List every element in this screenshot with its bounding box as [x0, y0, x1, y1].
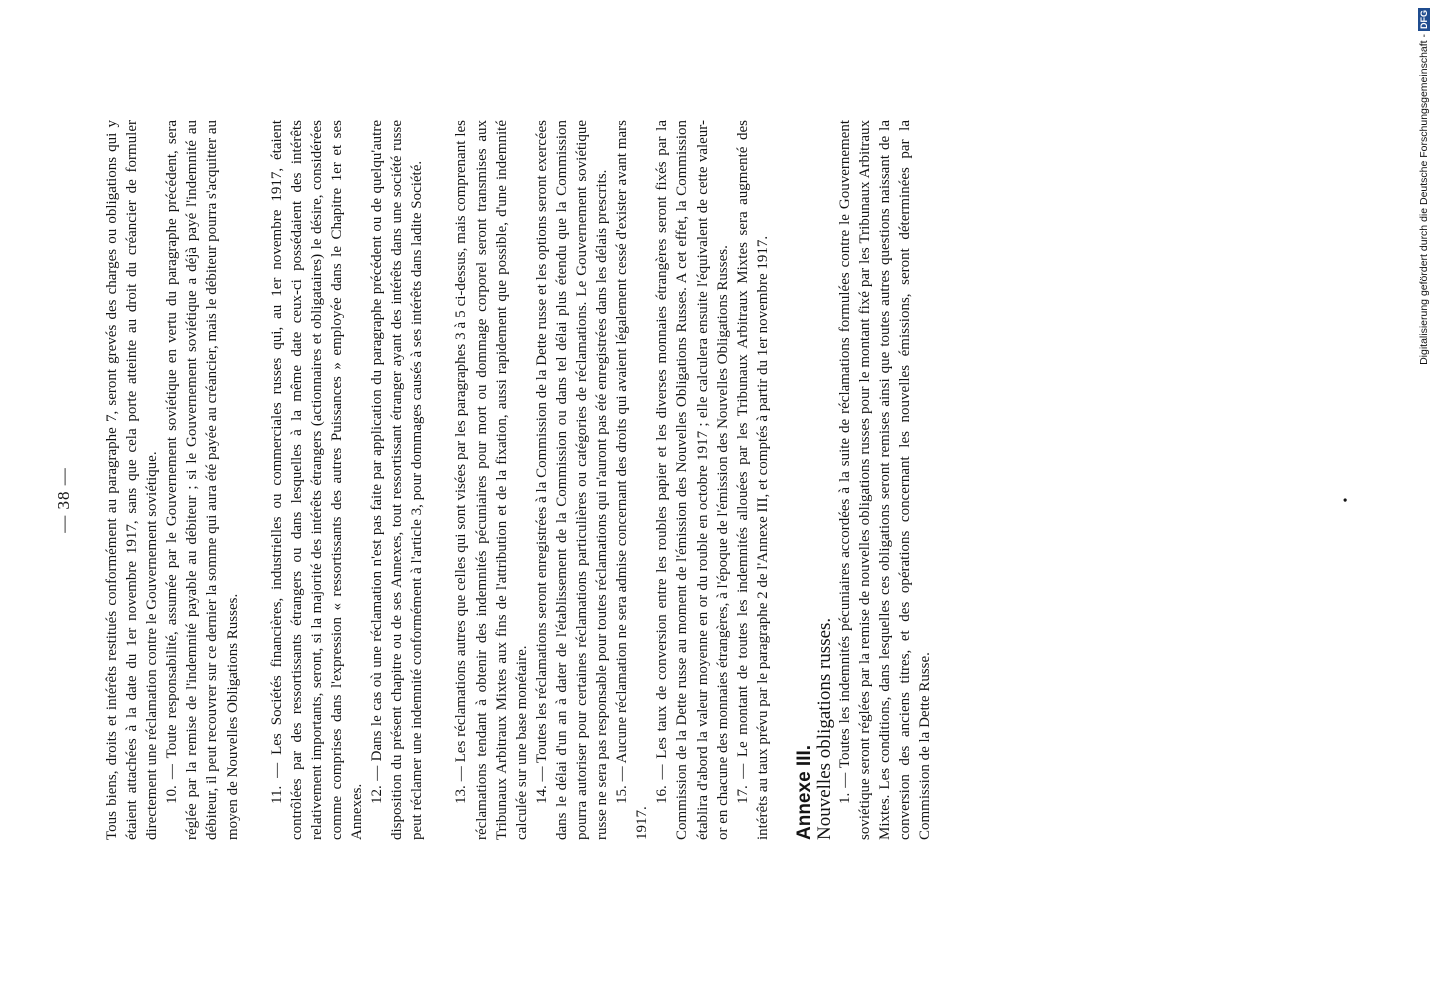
text-column	[102, 120, 936, 840]
annex-title: Annexe III.	[793, 744, 815, 840]
page-dot: •	[1339, 497, 1354, 503]
paragraph-16: 16. — Les taux de conversion entre les roubles papier et les diverses monnaies étrangères seront fixés par la Commission de la Dette russe au moment de l'émission des Nouvelles Obligations Russes. A cet effet, la Commission établira d'abord la valeur moyenne en or du rouble en octobre 1917 ; elle calculera ensuite l'équivalent de cette valeur-or en chacune des monnaies étrangères, à l'époque de l'émission des Nouvelles Obligations Russes.	[654, 120, 731, 840]
paragraph-17: 17. — Le montant de toutes les indemnités allouées par les Tribunaux Arbitraux Mixtes sera augmenté des intérêts au taux prévu par le paragraphe 2 de l'Annexe III, et comptés à partir du 1er novembre 1917.	[734, 120, 771, 840]
paragraph-13: 13. — Les réclamations autres que celles qui sont visées par les paragraphes 3 à 5 ci-dessus, mais comprenant les réclamations tendant à obtenir des indemnités pécuniaires pour mort ou dommage corporel seront transmises aux Tribunaux Arbitraux Mixtes aux fins de l'attribution et de la fixation, aussi rapidement que possible, d'une indemnité calculée sur une base monétaire.	[453, 120, 530, 840]
paragraph-12: 12. — Dans le cas où une réclamation n'est pas faite par application du paragraphe précédent ou de quelqu'autre disposition du présent chapitre ou de ses Annexes, tout ressortissant étranger ayant des intérêts dans une société russe peut réclamer une indemnité conformément à l'article 3, pour dommages causés à ses intérêts dans ladite Société.	[369, 120, 426, 840]
paragraph-10: 10. — Toute responsabilité, assumée par le Gouvernement soviétique en vertu du paragraphe précédent, sera réglée par la remise de l'indemnité payable au débiteur ; si le Gouvernement soviétique a déjà payé l'indemnité au débiteur, il peut recouvrer sur ce dernier la somme qui aura été payée au créancier, mais le débiteur pourra s'acquitter au moyen de Nouvelles Obligations Russes.	[164, 120, 241, 840]
page-number: — 38 —	[54, 467, 73, 533]
digitization-credit	[1416, 8, 1432, 392]
digitization-credit-text	[1416, 8, 1432, 392]
paragraph-14: 14. — Toutes les réclamations seront enregistrées à la Commission de la Dette russe et les options seront exercées dans le délai d'un an à dater de l'établissement de la Commission ou dans tel délai plus étendu que la Commission pourra autoriser pour certaines réclamations particulières ou catégories de réclamations. Le Gouvernement soviétique russe ne sera pas responsable pour toutes réclamations qui n'auront pas été enregistrées dans les délais prescrits.	[533, 120, 611, 840]
annex-paragraph-1: 1. — Toutes les indemnités pécuniaires accordées à la suite de réclamations formulées contre le Gouvernement soviétique seront réglées par la remise de nouvelles obligations russes pour le montant fixé par les Tribunaux Arbitraux Mixtes. Les conditions, dans lesquelles ces obligations seront remises ainsi que toutes autres questions naissant de la conversion des anciens titres, et des opérations concernant les nouvelles émissions, seront déterminées par la Commission de la Dette Russe.	[837, 120, 934, 840]
paragraph-15: 15. — Aucune réclamation ne sera admise concernant des droits qui avaient légalement cessé d'exister avant mars 1917.	[614, 120, 651, 840]
paragraph-11: 11. — Les Sociétés financières, industrielles ou commerciales russes qui, au 1er novembre 1917, étaient contrôlées par des ressortissants étrangers ou dans lesquelles à la même date ceux-ci possédaient des intérêts relativement importants, seront, si la majorité des intérêts étrangers (actionnaires et obligataires) le désire, considérées comme comprises dans l'expression « ressortissants des autres Puissances » employée dans le Chapitre 1er et ses Annexes.	[268, 120, 366, 840]
annex-subtitle: Nouvelles obligations russes.	[814, 617, 835, 840]
dfg-logo: DFG	[1419, 10, 1429, 29]
paragraph-intro: Tous biens, droits et intérêts restitués conformément au paragraphe 7, seront grevés des charges ou obligations qui y étaient attachées à la date du 1er novembre 1917, sans que cela porte atteinte au droit du créancier de formuler directement une réclamation contre le Gouvernement soviétique.	[104, 120, 161, 840]
credit-text: Digitalisierung gefördert durch die Deutsche Forschungsgemeinschaft -	[1418, 34, 1430, 365]
